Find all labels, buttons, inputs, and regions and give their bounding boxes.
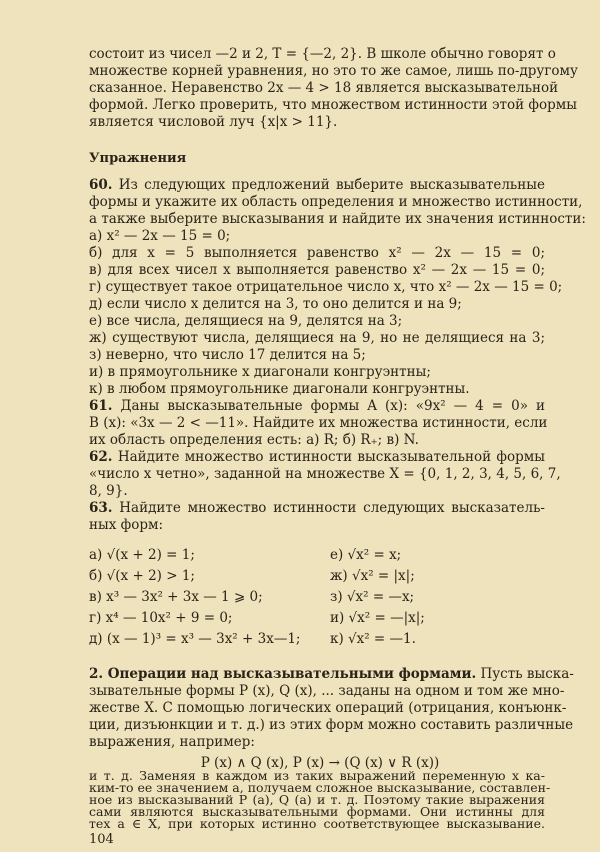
exercise-60-item: к) в любом прямоугольнике диагонали конгруэнтны. — [89, 381, 470, 397]
section-2-after-line: ким-то ее значением a, получаем сложное высказывание, составлен- — [89, 780, 551, 795]
exercise-number: 62. — [89, 449, 113, 465]
exercise-62-line: «число x четно», заданной на множестве X = {0, 1, 2, 3, 4, 5, 6, 7, — [89, 466, 561, 482]
equation-left-b: б) √(x + 2) > 1; — [89, 568, 195, 584]
exercise-60-item: б) для x = 5 выполняется равенство x² — 2x — 15 = 0; — [89, 245, 545, 261]
exercise-60-line: формы и укажите их область определения и множество истинности, — [89, 194, 583, 210]
exercise-60-line — [89, 177, 545, 194]
section-text: Пусть выска- — [480, 666, 574, 682]
logic-formula: P (x) ∧ Q (x), P (x) → (Q (x) ∨ R (x)) — [200, 755, 440, 771]
intro-line: формой. Легко проверить, что множеством истинности этой формы — [89, 97, 578, 113]
exercise-text: Из следующих предложений выберите высказывательные — [118, 177, 546, 193]
section-2-line: выражения, например: — [89, 734, 255, 750]
equation-left-a: а) √(x + 2) = 1; — [89, 547, 195, 563]
intro-line: множестве корней уравнения, но это то же самое, лишь по-другому — [89, 63, 578, 79]
exercise-number: 63. — [89, 500, 113, 516]
exercise-62-line: 8, 9}. — [89, 483, 128, 499]
exercise-number: 60. — [89, 177, 113, 193]
section-2-line — [89, 666, 574, 683]
page-number: 104 — [89, 832, 114, 847]
exercises-heading: Упражнения — [89, 151, 187, 166]
intro-line: состоит из чисел —2 и 2, T = {—2, 2}. В школе обычно говорят о — [89, 46, 556, 62]
equation-left-c: в) x³ — 3x² + 3x — 1 ⩾ 0; — [89, 589, 263, 605]
section-2-after-line: тех a ∈ X, при которых истинно соответствующее высказывание. — [89, 816, 545, 831]
exercise-63-line: ных форм: — [89, 517, 164, 533]
equation-right-b: ж) √x² = |x|; — [330, 568, 415, 584]
section-2-line: жестве X. С помощью логических операций (отрицания, конъюнк- — [89, 700, 567, 716]
exercise-62-line — [89, 449, 545, 466]
exercise-63-line — [89, 500, 545, 517]
equation-right-a: е) √x² = x; — [330, 547, 402, 563]
exercise-60-item: е) все числа, делящиеся на 9, делятся на 3; — [89, 313, 403, 329]
exercise-number: 61. — [89, 398, 113, 414]
exercise-60-item: д) если число x делится на 3, то оно делится и на 9; — [89, 296, 462, 312]
exercise-61-line: их область определения есть: а) R; б) R₊; в) N. — [89, 432, 419, 448]
exercise-text: Даны высказывательные формы A (x): «9x² — 4 = 0» и — [120, 398, 545, 414]
exercise-60-item: з) неверно, что число 17 делится на 5; — [89, 347, 366, 363]
section-2-line: зывательные формы P (x), Q (x), ... заданы на одном и том же мно- — [89, 683, 565, 699]
section-2-after-line: и т. д. Заменяя в каждом из таких выражений переменную x ка- — [89, 768, 545, 783]
section-2-after-line: сами являются высказывательными формами. Они истинны для — [89, 804, 545, 819]
exercise-text: Найдите множество истинности высказывательной формы — [117, 449, 545, 465]
exercise-60-item: а) x² — 2x — 15 = 0; — [89, 228, 231, 244]
exercise-text: Найдите множество истинности следующих высказатель- — [119, 500, 545, 516]
exercise-60-item: г) существует такое отрицательное число x, что x² — 2x — 15 = 0; — [89, 279, 563, 295]
exercise-60-item: в) для всех чисел x выполняется равенство x² — 2x — 15 = 0; — [89, 262, 545, 278]
equation-left-e: д) (x — 1)³ = x³ — 3x² + 3x—1; — [89, 631, 301, 647]
section-title: 2. Операции над высказывательными формами. — [89, 666, 477, 682]
exercise-61-line — [89, 398, 545, 415]
equation-right-c: з) √x² = —x; — [330, 589, 415, 605]
intro-line: сказанное. Неравенство 2x — 4 > 18 является высказывательной — [89, 80, 559, 96]
exercise-61-line: B (x): «3x — 2 < —11». Найдите их множества истинности, если — [89, 415, 548, 431]
section-2-after-line: ное из высказываний P (a), Q (a) и т. д. Поэтому такие выражения — [89, 792, 545, 807]
exercise-60-item: ж) существуют числа, делящиеся на 9, но не делящиеся на 3; — [89, 330, 545, 346]
equation-right-e: к) √x² = —1. — [330, 631, 416, 647]
equation-right-d: и) √x² = —|x|; — [330, 610, 425, 626]
intro-line: является числовой луч {x|x > 11}. — [89, 114, 338, 130]
exercise-60-item: и) в прямоугольнике x диагонали конгруэнтны; — [89, 364, 431, 380]
equation-left-d: г) x⁴ — 10x² + 9 = 0; — [89, 610, 233, 626]
section-2-line: ции, дизъюнкции и т. д.) из этих форм можно составить различные — [89, 717, 574, 733]
exercise-60-line: а также выберите высказывания и найдите их значения истинности: — [89, 211, 586, 227]
